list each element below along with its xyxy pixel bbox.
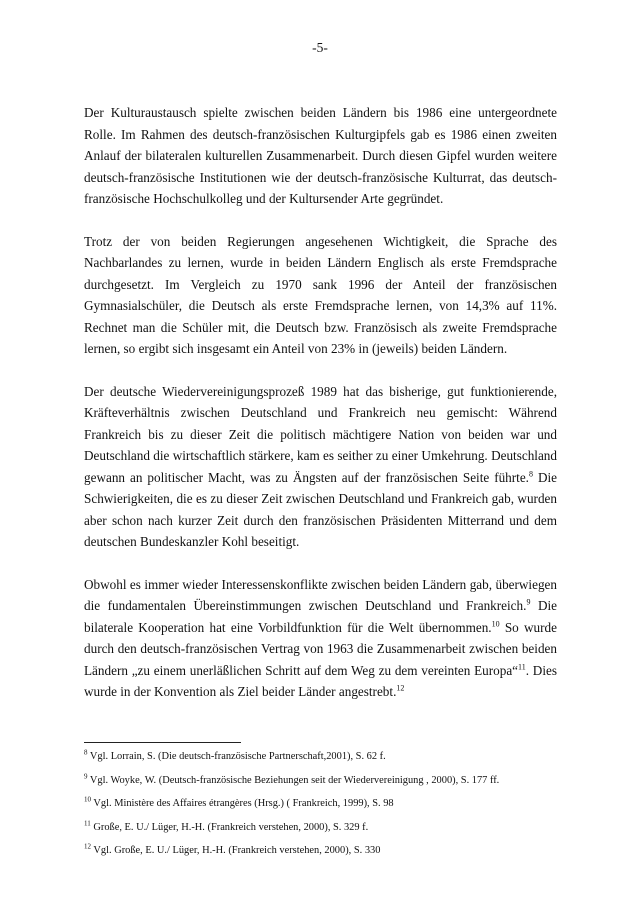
paragraph-text: Die bilaterale Kooperation hat eine Vorbildfunktion für die Welt übernommen. [84, 598, 557, 635]
page-number: -5- [312, 40, 328, 55]
footnote-number: 11 [84, 819, 91, 828]
paragraph-text: Die Schwierigkeiten, die es zu dieser Zeit zwischen Deutschland und Frankreich gab, wurden aber schon nach kurzer Zeit durch den französischen Präsidenten Mitterrand und dem deutschen Bundeskanzler Kohl beseitigt. [84, 469, 557, 549]
footnote-number: 8 [84, 748, 88, 757]
footnote [84, 750, 564, 763]
paragraph-text: Der deutsche Wiedervereinigungsprozeß 1989 hat das bisherige, gut funktionierende, Kräfteverhältnis zwischen Deutschland und Frankreich neu gemischt: Während Frankreich bis zu dieser Zeit die politisch mächtigere Nation von beiden war und Deutschland die wirtschaftlich stärkere, kam es seither zu einer Umkehrung. Deutschland gewann an politischer Macht, was zu Ängsten auf der französischen Seite führte. [84, 383, 557, 485]
footnote-text: Vgl. Woyke, W. (Deutsch-französische Beziehungen seit der Wiedervereinigung , 2000), S. 177 ff. [89, 774, 500, 786]
footnote-separator [84, 742, 241, 743]
paragraph [84, 574, 557, 703]
footnote-number: 9 [84, 772, 88, 781]
footnote [84, 821, 564, 834]
footnote-text: Vgl. Große, E. U./ Lüger, H.-H. (Frankreich verstehen, 2000), S. 330 [93, 845, 381, 857]
footnote-reference: 10 [491, 619, 500, 629]
footnote [84, 797, 564, 810]
paragraph-text: Der Kulturaustausch spielte zwischen beiden Ländern bis 1986 eine untergeordnete Rolle. Im Rahmen des deutsch-französischen Kulturgipfels gab es 1986 einen zweiten Anlauf der bilateralen kulturellen Zusammenarbeit. Durch diesen Gipfel wurden weitere deutsch-französische Institutionen wie der deutsch-französische Kulturrat, das deutsch-französische Hochschulkolleg und der Kultursender Arte gegründet. [84, 105, 557, 206]
paragraph-text: So wurde durch den deutsch-französischen Vertrag von 1963 die Zusammenarbeit zwischen beiden Ländern „zu einem unerläßlichen Schritt auf dem Weg zu dem vereinten Europa“ [84, 619, 557, 678]
footnote-number: 12 [84, 842, 91, 851]
footnote-reference: 11 [518, 662, 526, 672]
paragraph-text: Trotz der von beiden Regierungen angesehenen Wichtigkeit, die Sprache des Nachbarlandes zu lernen, wurde in beiden Ländern Englisch als erste Fremdsprache durchgesetzt. Im Vergleich zu 1970 sank 1996 der Anteil der französischen Gymnasialschüler, die Deutsch als erste Fremdsprache lernen, von 14,3% auf 11%. Rechnet man die Schüler mit, die Deutsch bzw. Französisch als zweite Fremdsprache lernen, so ergibt sich insgesamt ein Anteil von 23% in (jeweils) beiden Ländern. [84, 233, 557, 356]
footnote-reference: 12 [396, 683, 405, 693]
footnote-reference: 9 [526, 597, 531, 607]
paragraph [84, 381, 557, 553]
footnote-text: Vgl. Ministère des Affaires étrangères (Hrsg.) ( Frankreich, 1999), S. 98 [93, 798, 394, 810]
footnote-text: Große, E. U./ Lüger, H.-H. (Frankreich verstehen, 2000), S. 329 f. [93, 821, 369, 833]
footnote-text: Vgl. Lorrain, S. (Die deutsch-französische Partnerschaft,2001), S. 62 f. [89, 751, 386, 762]
paragraph [84, 231, 557, 360]
footnote [84, 844, 564, 857]
paragraph-text: Obwohl es immer wieder Interessenskonflikte zwischen beiden Ländern gab, überwiegen die fundamentalen Übereinstimmungen zwischen Deutschland und Frankreich. [84, 576, 557, 613]
paragraph-text: . Dies wurde in der Konvention als Ziel beider Länder angestrebt. [84, 662, 557, 699]
body-text [84, 102, 557, 724]
footnote [84, 774, 564, 787]
paragraph [84, 102, 557, 210]
footnote-number: 10 [84, 795, 91, 804]
footnote-reference: 8 [528, 469, 533, 479]
footnotes [84, 750, 564, 868]
